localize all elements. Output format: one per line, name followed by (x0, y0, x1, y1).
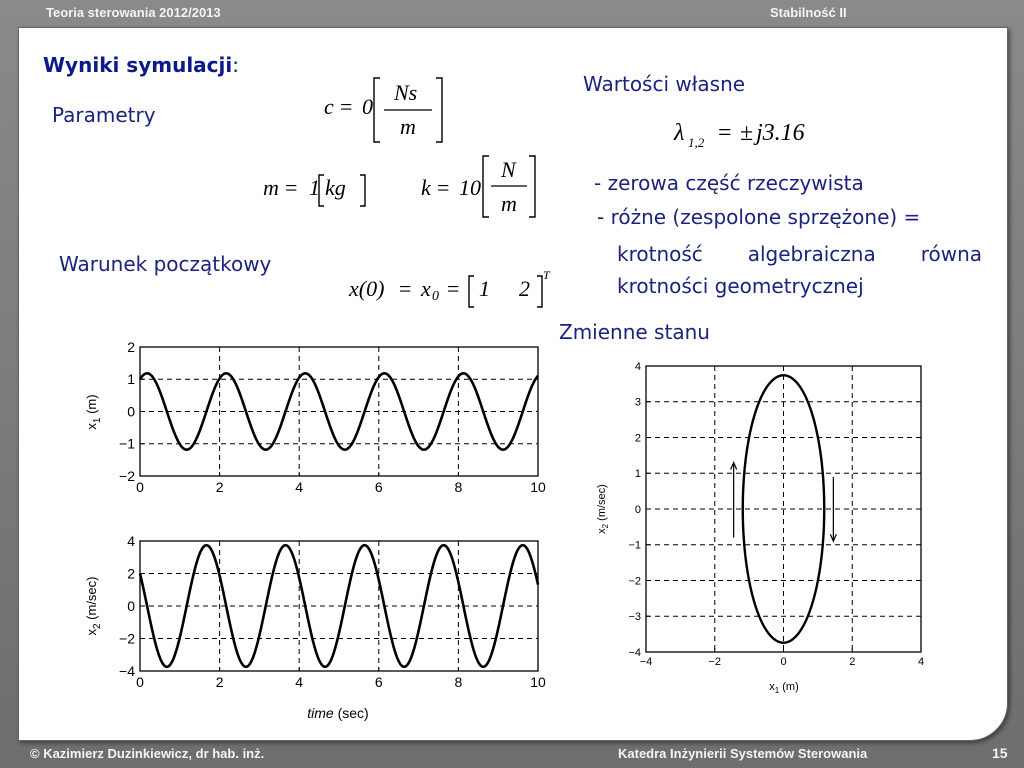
formula-c-den: m (400, 114, 416, 139)
bullet-multiplicity-line1: krotność algebraiczna równa (617, 242, 982, 266)
chart3-ytick-label: −4 (628, 646, 641, 659)
chart3-ytick-label: −3 (628, 611, 641, 624)
formula-m-lhs: m (263, 175, 279, 200)
section-title-text: Wyniki symulacji (43, 53, 233, 77)
formula-x0-mid: x (421, 276, 431, 301)
formula-x0-sup: T (543, 268, 550, 282)
formula-x0-v2: 2 (519, 276, 530, 301)
chart2-xtick-label: 4 (295, 674, 304, 690)
bullet-zero-real-part: - zerowa część rzeczywista (594, 171, 864, 195)
formula-k-val: 10 (459, 175, 481, 200)
chart1-ytick-label: 1 (127, 371, 135, 388)
formula-c-num: Ns (394, 80, 418, 105)
label-parametry: Parametry (52, 103, 156, 127)
chart2-xtick-label: 0 (136, 674, 144, 690)
formula-x0-v1: 1 (479, 276, 490, 301)
chart3-ytick-label: 4 (634, 360, 641, 373)
chart3-ytick-label: 2 (634, 432, 641, 445)
chart2-ytick-label: −4 (119, 662, 135, 679)
chart3-ytick-label: −1 (628, 539, 641, 552)
label-wartosci-wlasne: Wartości własne (583, 72, 746, 96)
formula-lambda-eq: = (718, 120, 732, 146)
header-course-title: Teoria sterowania 2012/2013 (46, 5, 221, 20)
chart1-ylabel: $x_1$ (m) (84, 394, 103, 430)
bullet-multiplicity-line2: krotności geometrycznej (617, 274, 864, 298)
formula-c-eq: = (340, 94, 353, 119)
chart1-xtick-label: 6 (374, 479, 383, 495)
formula-lambda-val: j3.16 (756, 120, 805, 146)
formula-m-val: 1 (309, 175, 320, 200)
chart2-ytick-label: 0 (127, 597, 135, 614)
formula-x0-lhs: x(0) (349, 276, 385, 301)
chart1-xtick-label: 10 (530, 479, 546, 495)
chart1-ytick-label: 0 (127, 403, 135, 420)
section-title-colon: : (232, 53, 239, 77)
chart3-xtick-label: 4 (917, 656, 925, 668)
chart3-ytick-label: 3 (634, 396, 641, 409)
formula-x0-eq2: = (447, 276, 460, 301)
formula-lambda-sym: λ (674, 120, 685, 146)
chart1-xtick-label: 2 (215, 479, 224, 495)
footer-department: Katedra Inżynierii Systemów Sterowania (618, 746, 868, 761)
label-warunek-poczatkowy: Warunek początkowy (59, 252, 272, 276)
chart2-ytick-label: 4 (127, 532, 135, 549)
formula-x0-eq1: = (399, 276, 412, 301)
chart2-xtick-label: 6 (374, 674, 383, 690)
chart1-xtick-label: 8 (454, 479, 463, 495)
chart3-ytick-label: 1 (634, 468, 641, 481)
formula-k-eq: = (437, 175, 450, 200)
footer-page-number: 15 (992, 745, 1008, 761)
chart2-xtick-label: 8 (454, 674, 463, 690)
chart2-ylabel: $x_2$ (m/sec) (84, 576, 103, 636)
formula-c-val: 0 (362, 94, 373, 119)
footer-author: © Kazimierz Duzinkiewicz, dr hab. inż. (30, 746, 265, 761)
formula-k-num: N (501, 157, 516, 182)
chart1-ytick-label: 2 (127, 338, 135, 355)
chart3-xtick-label: 0 (780, 656, 787, 668)
formula-m-eq: = (285, 175, 298, 200)
chart3-xtick-label: −4 (639, 656, 653, 668)
formula-c-lhs: c (324, 94, 334, 119)
formula-lambda-pm: ± (740, 120, 754, 146)
chart3-xtick-label: −2 (708, 656, 722, 668)
formula-k-den: m (501, 191, 517, 216)
chart3-xtick-label: 2 (849, 656, 856, 668)
chart1-ytick-label: −2 (119, 467, 135, 484)
chart2-xtick-label: 2 (215, 674, 224, 690)
chart1-ytick-label: −1 (119, 435, 135, 452)
formula-m-unit: kg (325, 175, 346, 200)
formula-lambda-sub: 1,2 (688, 135, 705, 150)
chart1-xtick-label: 0 (136, 479, 144, 495)
chart2-xtick-label: 10 (530, 674, 546, 690)
chart3-ytick-label: −2 (628, 575, 641, 588)
formula-x0-mid-sub: 0 (432, 289, 439, 304)
label-zmienne-stanu: Zmienne stanu (559, 320, 710, 344)
chart3-ylabel: $x_2$ (m/sec) (596, 484, 610, 534)
formula-k-lhs: k (421, 175, 431, 200)
bullet-distinct-conjugate: - różne (zespolone sprzężone) = (597, 205, 921, 229)
chart3-ytick-label: 0 (634, 503, 641, 516)
chart2-ytick-label: 2 (127, 565, 135, 582)
chart3-xlabel: $x_1$ (m) (769, 681, 799, 695)
chart2-ytick-label: −2 (119, 630, 135, 647)
chart2-xlabel: time (sec) (307, 705, 369, 721)
chart1-xtick-label: 4 (295, 479, 304, 495)
header-topic: Stabilność II (770, 5, 847, 20)
